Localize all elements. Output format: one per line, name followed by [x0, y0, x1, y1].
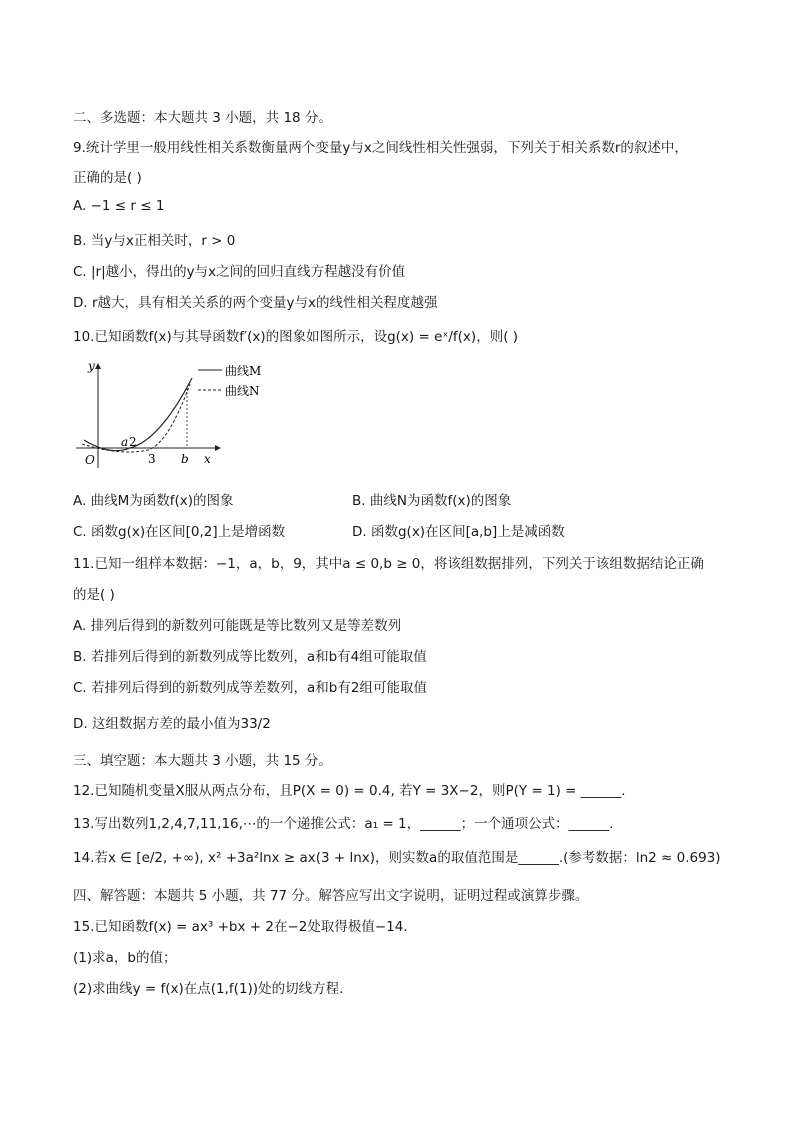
tick-a-label: a [121, 435, 129, 449]
q12-text: 12.已知随机变量X服从两点分布，且P(X = 0) = 0.4, 若Y = 3X−2，则P(Y = 1) = ______. [73, 783, 626, 799]
q10-option-b: B. 曲线N为函数f(x)的图象 [352, 493, 512, 509]
q11-option-d: D. 这组数据方差的最小值为33/2 [73, 716, 271, 732]
q10-stem: 10.已知函数f(x)与其导函数f′(x)的图象如图所示，设g(x) = eˣ/f(x)，则( ) [73, 329, 519, 345]
q9-option-c: C. |r|越小，得出的y与x之间的回归直线方程越没有价值 [73, 264, 406, 280]
tick-b-label: b [181, 452, 189, 466]
q15-stem: 15.已知函数f(x) = ax³ +bx + 2在−2处取得极值−14. [73, 919, 408, 935]
q13-text: 13.写出数列1,2,4,7,11,16,⋯的一个递推公式：a₁ = 1，______；一个通项公式：______. [73, 816, 614, 832]
section-multi-choice-heading: 二、多选题：本大题共 3 小题，共 18 分。 [73, 110, 332, 126]
q10-function-graph [70, 356, 290, 471]
tick-3-label: 3 [148, 452, 156, 466]
tick-2-label: 2 [129, 435, 137, 449]
q11-option-c: C. 若排列后得到的新数列成等差数列，a和b有2组可能取值 [73, 680, 427, 696]
curve-m [84, 378, 192, 451]
q9-stem-line2: 正确的是( ) [73, 170, 142, 186]
y-axis-label: y [88, 359, 95, 373]
q10-option-d: D. 函数g(x)在区间[a,b]上是减函数 [352, 524, 565, 540]
q10-option-c: C. 函数g(x)在区间[0,2]上是增函数 [73, 524, 286, 540]
q11-option-a: A. 排列后得到的新数列可能既是等比数列又是等差数列 [73, 618, 402, 634]
q14-text: 14.若x ∈ [e/2, +∞), x² +3a²lnx ≥ ax(3 + lnx)，则实数a的取值范围是______.(参考数据：ln2 ≈ 0.693) [73, 850, 721, 866]
q11-stem-line1: 11.已知一组样本数据：−1，a，b，9，其中a ≤ 0,b ≥ 0，将该组数据排列，下列关于该组数据结论正确 [73, 556, 704, 572]
q15-part1: (1)求a，b的值； [73, 950, 177, 966]
origin-label: O [85, 453, 95, 467]
legend-m-label: 曲线M [225, 364, 262, 378]
q15-part2: (2)求曲线y = f(x)在点(1,f(1))处的切线方程. [73, 981, 344, 997]
legend-n-label: 曲线N [225, 384, 260, 398]
section-fill-heading: 三、填空题：本大题共 3 小题，共 15 分。 [73, 753, 332, 769]
section-solve-heading: 四、解答题：本题共 5 小题，共 77 分。解答应写出文字说明，证明过程或演算步骤。 [73, 888, 589, 904]
q10-option-a: A. 曲线M为函数f(x)的图象 [73, 493, 234, 509]
q9-option-d: D. r越大，具有相关关系的两个变量y与x的线性相关程度越强 [73, 295, 438, 311]
q9-option-b: B. 当y与x正相关时，r > 0 [73, 233, 236, 249]
q11-stem-line2: 的是( ) [73, 587, 115, 603]
q11-option-b: B. 若排列后得到的新数列成等比数列，a和b有4组可能取值 [73, 649, 427, 665]
q9-option-a: A. −1 ≤ r ≤ 1 [73, 198, 165, 214]
q9-stem-line1: 9.统计学里一般用线性相关系数衡量两个变量y与x之间线性相关性强弱，下列关于相关系数r的叙述中， [73, 140, 688, 156]
x-axis-label: x [204, 452, 211, 466]
